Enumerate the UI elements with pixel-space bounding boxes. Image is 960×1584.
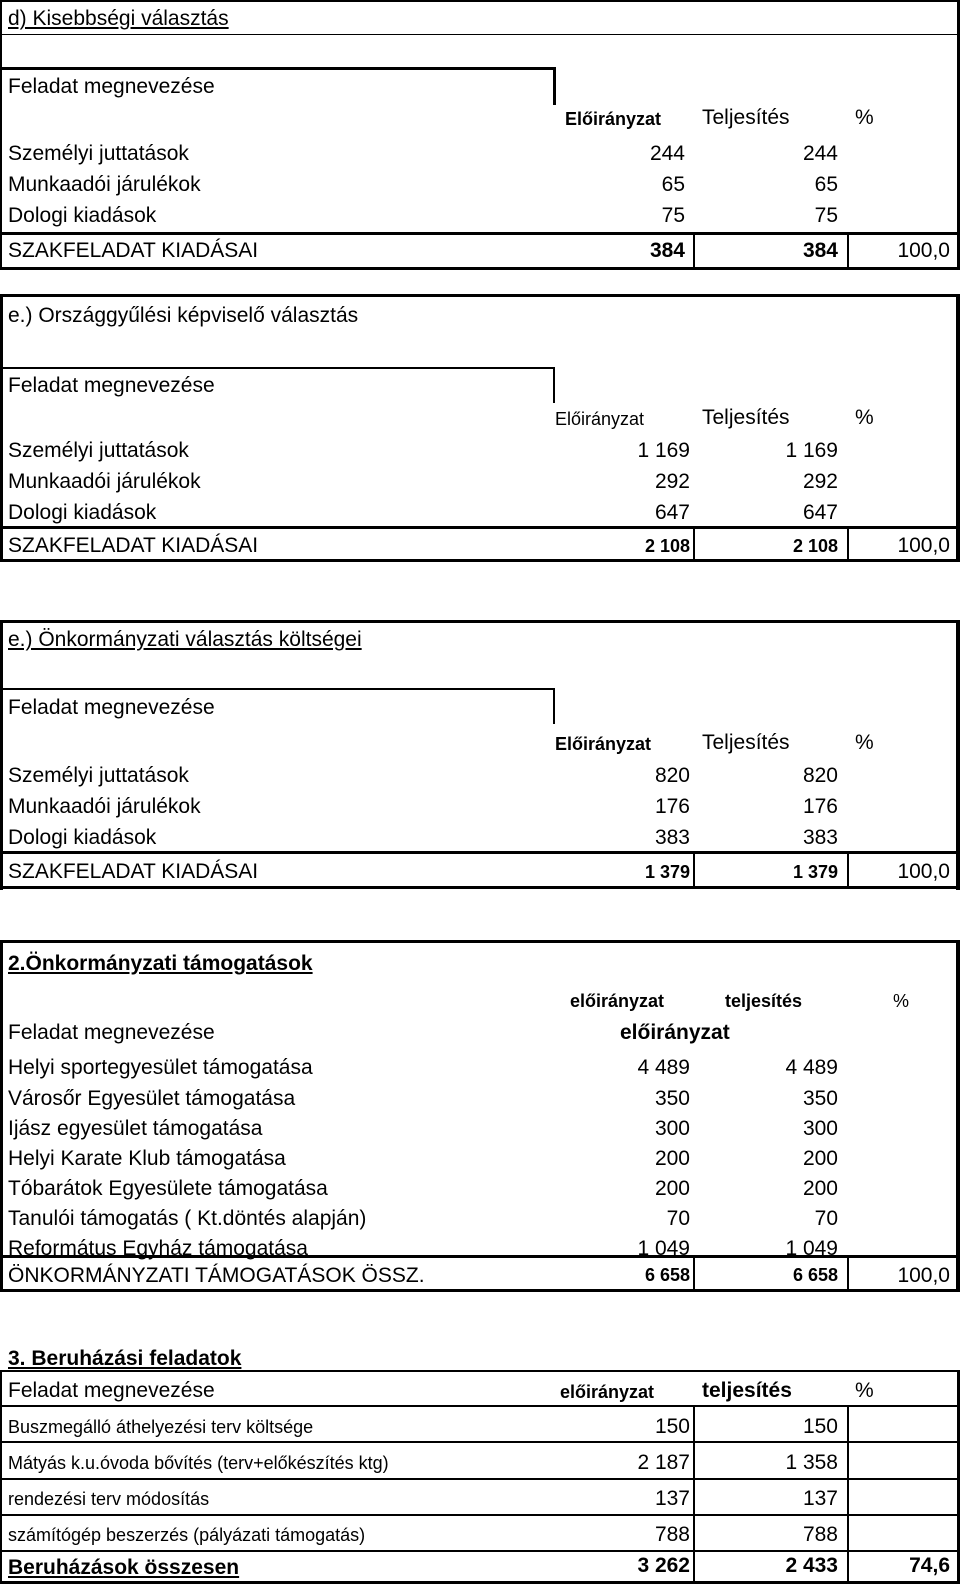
col-teljesites: Teljesítés xyxy=(702,106,790,129)
row-teljesites: 788 xyxy=(802,1523,838,1546)
total-percent: 74,6 xyxy=(909,1554,950,1577)
col-eloiranyzat: Előirányzat xyxy=(565,109,662,129)
row-teljesites: 75 xyxy=(814,204,838,227)
feladat-label: Feladat megnevezése xyxy=(8,1021,215,1044)
row-teljesites: 1 049 xyxy=(785,1237,838,1260)
total-teljesites: 384 xyxy=(802,239,838,262)
section-2-title: 2.Önkormányzati támogatások xyxy=(8,952,313,975)
row-teljesites: 137 xyxy=(802,1487,838,1510)
total-eloiranyzat: 3 262 xyxy=(637,1554,690,1577)
row-eloiranyzat: 1 169 xyxy=(637,439,690,462)
row-eloiranyzat: 176 xyxy=(654,795,690,818)
row-eloiranyzat: 150 xyxy=(654,1415,690,1438)
col-teljesites: teljesítés xyxy=(725,991,803,1011)
row-eloiranyzat: 647 xyxy=(654,501,690,524)
row-label: Munkaadói járulékok xyxy=(8,795,201,818)
row-teljesites: 300 xyxy=(802,1117,838,1140)
total-percent: 100,0 xyxy=(897,1264,950,1287)
row-eloiranyzat: 300 xyxy=(654,1117,690,1140)
row-label: Református Egyház támogatása xyxy=(8,1237,308,1260)
section-e2-title: e.) Önkormányzati választás költségei xyxy=(8,628,362,651)
row-label: Munkaadói járulékok xyxy=(8,470,201,493)
feladat-label: Feladat megnevezése xyxy=(8,75,215,98)
col-eloiranyzat: Előirányzat xyxy=(555,409,645,429)
row-teljesites: 200 xyxy=(802,1147,838,1170)
row-teljesites: 200 xyxy=(802,1177,838,1200)
col-eloiranyzat: előirányzat xyxy=(560,1382,655,1402)
row-label: Helyi Karate Klub támogatása xyxy=(8,1147,286,1170)
row-label: Személyi juttatások xyxy=(8,439,189,462)
row-label: Helyi sportegyesület támogatása xyxy=(8,1056,313,1079)
total-label: ÖNKORMÁNYZATI TÁMOGATÁSOK ÖSSZ. xyxy=(8,1264,425,1287)
row-teljesites: 70 xyxy=(814,1207,838,1230)
row-teljesites: 820 xyxy=(802,764,838,787)
col-percent: % xyxy=(855,106,874,129)
total-label: SZAKFELADAT KIADÁSAI xyxy=(8,860,259,883)
row-eloiranyzat: 4 489 xyxy=(637,1056,690,1079)
col-eloiranyzat: előirányzat xyxy=(570,991,665,1011)
total-eloiranyzat: 2 108 xyxy=(644,536,690,556)
row-eloiranyzat: 75 xyxy=(661,204,685,227)
row-eloiranyzat: 2 187 xyxy=(637,1451,690,1474)
sub-eloiranyzat: előirányzat xyxy=(620,1021,730,1044)
row-eloiranyzat: 383 xyxy=(654,826,690,849)
row-label: Személyi juttatások xyxy=(8,142,189,165)
total-teljesites: 6 658 xyxy=(792,1265,838,1285)
col-percent: % xyxy=(855,731,874,754)
feladat-label: Feladat megnevezése xyxy=(8,1379,215,1402)
row-teljesites: 350 xyxy=(802,1087,838,1110)
row-eloiranyzat: 788 xyxy=(654,1523,690,1546)
row-eloiranyzat: 137 xyxy=(654,1487,690,1510)
row-label: Dologi kiadások xyxy=(8,501,157,524)
row-teljesites: 292 xyxy=(802,470,838,493)
col-percent: % xyxy=(855,406,874,429)
feladat-label: Feladat megnevezése xyxy=(8,374,215,397)
col-eloiranyzat: Előirányzat xyxy=(555,734,652,754)
row-label: Munkaadói járulékok xyxy=(8,173,201,196)
row-label: Személyi juttatások xyxy=(8,764,189,787)
row-teljesites: 65 xyxy=(814,173,838,196)
total-teljesites: 2 108 xyxy=(792,536,838,556)
row-teljesites: 4 489 xyxy=(785,1056,838,1079)
row-label: Mátyás k.u.óvoda bővítés (terv+előkészítés ktg) xyxy=(8,1453,389,1473)
col-percent: % xyxy=(893,991,910,1011)
row-eloiranyzat: 244 xyxy=(649,142,685,165)
feladat-label: Feladat megnevezése xyxy=(8,696,215,719)
total-label: Beruházások összesen xyxy=(8,1556,240,1579)
row-teljesites: 244 xyxy=(802,142,838,165)
col-teljesites: teljesítés xyxy=(702,1379,792,1402)
row-eloiranyzat: 292 xyxy=(654,470,690,493)
total-eloiranyzat: 6 658 xyxy=(644,1265,690,1285)
col-teljesites: Teljesítés xyxy=(702,731,790,754)
total-percent: 100,0 xyxy=(897,239,950,262)
row-teljesites: 150 xyxy=(802,1415,838,1438)
row-eloiranyzat: 820 xyxy=(654,764,690,787)
row-label: számítógép beszerzés (pályázati támogatás) xyxy=(8,1525,366,1545)
total-eloiranyzat: 384 xyxy=(649,239,685,262)
row-eloiranyzat: 200 xyxy=(654,1177,690,1200)
row-label: Buszmegálló áthelyezési terv költsége xyxy=(8,1417,314,1437)
row-eloiranyzat: 65 xyxy=(661,173,685,196)
row-teljesites: 1 169 xyxy=(785,439,838,462)
section-e1-title: e.) Országgyűlési képviselő választás xyxy=(8,304,359,327)
total-label: SZAKFELADAT KIADÁSAI xyxy=(8,534,259,557)
row-eloiranyzat: 1 049 xyxy=(637,1237,690,1260)
row-eloiranyzat: 70 xyxy=(666,1207,690,1230)
total-label: SZAKFELADAT KIADÁSAI xyxy=(8,239,259,262)
row-teljesites: 647 xyxy=(802,501,838,524)
total-teljesites: 2 433 xyxy=(785,1554,838,1577)
row-label: Városőr Egyesület támogatása xyxy=(8,1087,296,1110)
row-label: rendezési terv módosítás xyxy=(8,1489,210,1509)
total-percent: 100,0 xyxy=(897,860,950,883)
row-teljesites: 1 358 xyxy=(785,1451,838,1474)
total-teljesites: 1 379 xyxy=(792,862,838,882)
row-label: Ijász egyesület támogatása xyxy=(8,1117,263,1140)
row-teljesites: 176 xyxy=(802,795,838,818)
row-label: Tanulói támogatás ( Kt.döntés alapján) xyxy=(8,1207,367,1230)
row-eloiranyzat: 350 xyxy=(654,1087,690,1110)
row-eloiranyzat: 200 xyxy=(654,1147,690,1170)
section-d-title: d) Kisebbségi választás xyxy=(8,7,229,30)
row-teljesites: 383 xyxy=(802,826,838,849)
row-label: Dologi kiadások xyxy=(8,204,157,227)
col-percent: % xyxy=(855,1379,874,1402)
col-teljesites: Teljesítés xyxy=(702,406,790,429)
total-percent: 100,0 xyxy=(897,534,950,557)
row-label: Dologi kiadások xyxy=(8,826,157,849)
total-eloiranyzat: 1 379 xyxy=(644,862,690,882)
section-3-title: 3. Beruházási feladatok xyxy=(8,1347,242,1370)
row-label: Tóbarátok Egyesülete támogatása xyxy=(8,1177,328,1200)
